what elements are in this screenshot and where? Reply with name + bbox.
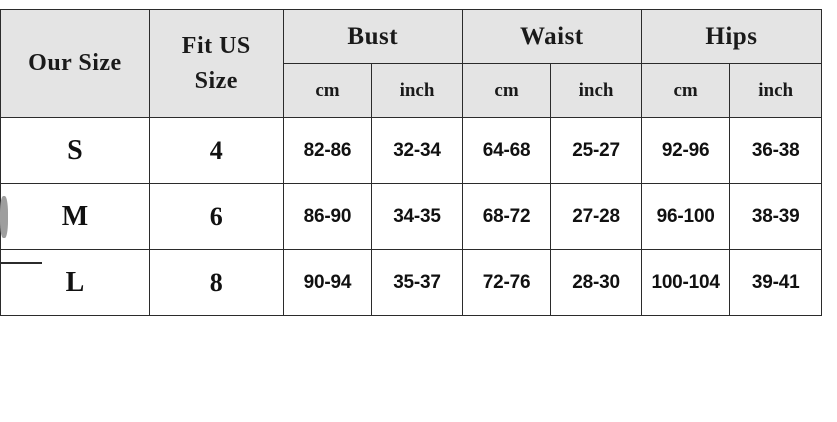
column-header-fit-us-size [149, 10, 283, 118]
cell-our-size: S [1, 118, 150, 184]
cell-our-size: M [1, 184, 150, 250]
table-row [1, 250, 822, 316]
cell-hips-inch: 38-39 [730, 184, 822, 250]
cell-waist-inch: 28-30 [551, 250, 642, 316]
cell-fit-us-size: 6 [149, 184, 283, 250]
cell-bust-inch: 34-35 [372, 184, 463, 250]
cell-fit-us-size: 4 [149, 118, 283, 184]
column-header-hips-inch: inch [730, 64, 822, 118]
column-header-bust-cm: cm [283, 64, 372, 118]
column-header-our-size: Our Size [1, 10, 150, 118]
cell-bust-cm: 82-86 [283, 118, 372, 184]
cell-hips-inch: 36-38 [730, 118, 822, 184]
cell-bust-cm: 90-94 [283, 250, 372, 316]
cell-hips-cm: 92-96 [641, 118, 730, 184]
column-header-waist-cm: cm [462, 64, 551, 118]
cell-hips-cm: 100-104 [641, 250, 730, 316]
table-row [1, 118, 822, 184]
cell-waist-inch: 27-28 [551, 184, 642, 250]
table-row [1, 184, 822, 250]
cell-hips-cm: 96-100 [641, 184, 730, 250]
table-header-row-primary [1, 10, 822, 64]
column-header-bust: Bust [283, 10, 462, 64]
fit-us-size-line2: Size [194, 67, 238, 94]
cell-hips-inch: 39-41 [730, 250, 822, 316]
cell-bust-inch: 32-34 [372, 118, 463, 184]
column-header-waist-inch: inch [551, 64, 642, 118]
cell-bust-inch: 35-37 [372, 250, 463, 316]
cell-bust-cm: 86-90 [283, 184, 372, 250]
size-chart-table [0, 9, 822, 316]
column-header-hips-cm: cm [641, 64, 730, 118]
cell-waist-cm: 72-76 [462, 250, 551, 316]
column-header-waist: Waist [462, 10, 641, 64]
column-header-hips: Hips [641, 10, 821, 64]
fit-us-size-line1: Fit US [181, 32, 251, 59]
scan-edge-artifact [0, 196, 8, 238]
cell-waist-cm: 68-72 [462, 184, 551, 250]
cell-waist-inch: 25-27 [551, 118, 642, 184]
column-header-bust-inch: inch [372, 64, 463, 118]
scan-edge-line-artifact [0, 262, 42, 264]
cell-our-size: L [1, 250, 150, 316]
cell-fit-us-size: 8 [149, 250, 283, 316]
cell-waist-cm: 64-68 [462, 118, 551, 184]
